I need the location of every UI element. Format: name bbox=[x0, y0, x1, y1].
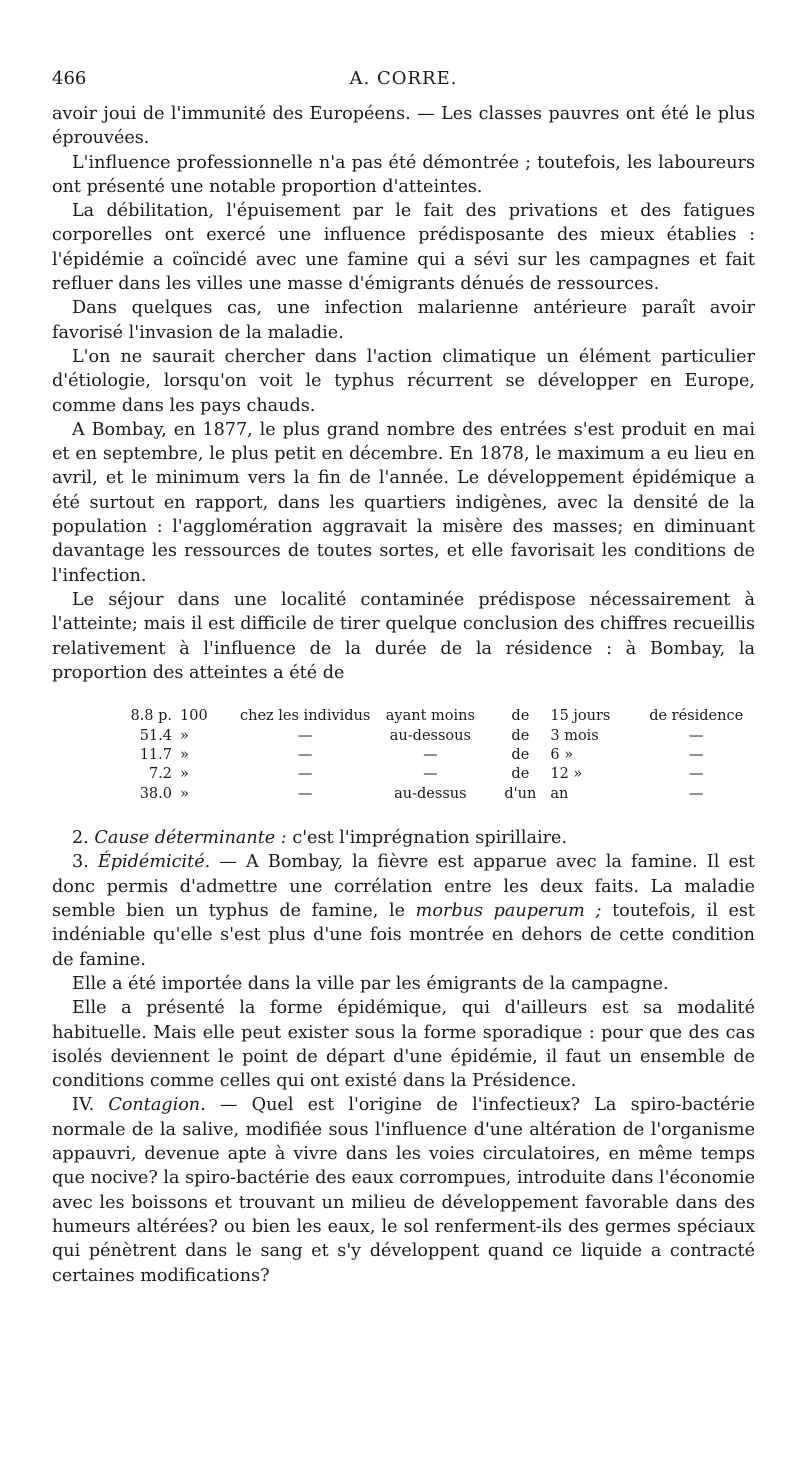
page-number: 466 bbox=[52, 68, 87, 89]
paragraph: La débilitation, l'épuisement par le fait des privations et des fatigues corporelles ont exercé une influence prédisposante des mieux établies : l'épidémie a coïncidé avec une famine qui a sévi sur les campagnes et fait refluer dans les villes une masse d'émigrants dénués de ressources. bbox=[52, 201, 755, 295]
table-cell: 15 jours bbox=[550, 708, 611, 725]
paragraph: Dans quelques cas, une infection malarienne antérieure paraît avoir favorisé l'invasion de la maladie. bbox=[52, 298, 755, 343]
section-title: Cause déterminante : bbox=[94, 828, 287, 849]
table-cell: 8.8 p. bbox=[130, 708, 172, 725]
table-cell: — bbox=[688, 766, 704, 783]
section-number: IV. bbox=[72, 1095, 109, 1116]
section-4 bbox=[52, 1093, 755, 1287]
table-cell: » bbox=[180, 766, 189, 783]
table-row bbox=[112, 765, 752, 784]
table-row bbox=[112, 707, 752, 726]
section-text: c'est l'imprégnation spirillaire. bbox=[286, 828, 568, 849]
table-cell: » bbox=[180, 727, 189, 744]
table-cell: 3 mois bbox=[550, 727, 599, 744]
paragraph: Le séjour dans une localité contaminée prédispose nécessairement à l'atteinte; mais il est difficile de tirer quelque conclusion des chiffres recueillis relativement à l'influence de la durée de la résidence : à Bombay, la proportion des atteintes a été de bbox=[52, 589, 755, 683]
table-cell: an bbox=[550, 785, 569, 802]
table-cell: — bbox=[688, 746, 704, 763]
table-cell: 38.0 bbox=[139, 785, 172, 802]
table-cell: — bbox=[423, 746, 438, 763]
table-cell: » bbox=[180, 746, 189, 763]
table-cell: de bbox=[511, 746, 530, 763]
paragraph: avoir joui de l'immunité des Européens. — Les classes pauvres ont été le plus éprouvées. bbox=[52, 104, 755, 149]
table-cell: — bbox=[297, 785, 313, 802]
table-cell: 7.2 bbox=[148, 766, 172, 783]
table-cell: 51.4 bbox=[139, 727, 172, 744]
table-cell: de bbox=[511, 766, 530, 783]
table-cell: — bbox=[423, 766, 438, 783]
paragraph: Elle a été importée dans la ville par les émigrants de la campagne. bbox=[72, 973, 669, 994]
section-3 bbox=[52, 850, 755, 971]
table-cell: d'un bbox=[504, 785, 537, 802]
paragraph: Elle a présenté la forme épidémique, qui d'ailleurs est sa modalité habituelle. Mais elle peut exister sous la forme sporadique : pour que des cas isolés deviennent le point de départ d'une épidémie, il faut un ensemble de conditions comme celles qui ont existé dans la Présidence. bbox=[52, 998, 755, 1092]
page bbox=[52, 68, 755, 1288]
table-row bbox=[112, 727, 752, 746]
section-text: — Quel est l'origine de l'infectieux? La spiro-bactérie normale de la salive, modifiée sous l'influence d'une altération de l'organisme appauvri, devenue apte à vivre dans les voies circulatoires, en même temps que nocive? la spiro-bactérie des eaux corrompues, introduite dans l'économie avec les boissons et trouvant un milieu de développement favorable dans des humeurs altérées? ou bien les eaux, le sol renferment-ils des germes spéciaux qui pénètrent dans le sang et s'y développent quand ce liquide a contracté certaines modifications? bbox=[52, 1095, 756, 1286]
paragraph: L'on ne saurait chercher dans l'action climatique un élément particulier d'étiologie, lorsqu'on voit le typhus récurrent se développer en Europe, comme dans les pays chauds. bbox=[52, 346, 755, 416]
table-cell: de bbox=[511, 727, 530, 744]
table-cell: — bbox=[688, 785, 704, 802]
section-title: Épidémicité. bbox=[97, 852, 211, 873]
section-text: — A Bombay, la fièvre est apparue avec la famine. Il est donc permis d'admettre une corrélation entre les deux faits. La maladie semble bien un typhus de famine, le bbox=[52, 852, 755, 922]
table-row bbox=[112, 746, 752, 765]
table-cell: 12 » bbox=[550, 766, 583, 783]
table-row bbox=[112, 785, 752, 804]
table-cell: — bbox=[297, 766, 313, 783]
table-cell: » bbox=[180, 785, 189, 802]
table-cell: de résidence bbox=[649, 708, 744, 725]
section-text: toutefois, il est indéniable qu'elle s'est plus d'une fois montrée en dehors de cette condition de famine. bbox=[52, 901, 755, 970]
table-cell: chez les individus bbox=[240, 708, 371, 725]
table-cell: — bbox=[297, 727, 313, 744]
running-head: A. CORRE. bbox=[349, 68, 458, 89]
table-cell: — bbox=[688, 727, 704, 744]
section-number: 2. bbox=[72, 828, 95, 849]
page-header bbox=[52, 68, 755, 102]
table-cell: 11.7 bbox=[139, 746, 172, 763]
table-cell: de bbox=[511, 708, 530, 725]
table-cell: au-dessous bbox=[389, 727, 471, 744]
table-cell: 100 bbox=[180, 708, 208, 725]
section-2 bbox=[52, 826, 755, 850]
table-cell: — bbox=[297, 746, 313, 763]
section-number: 3. bbox=[72, 852, 98, 873]
table-cell: au-dessus bbox=[394, 785, 467, 802]
table-cell: 6 » bbox=[550, 746, 574, 763]
table-cell: ayant moins bbox=[385, 708, 475, 725]
paragraph: L'influence professionnelle n'a pas été démontrée ; toutefois, les laboureurs ont présenté une notable proportion d'atteintes. bbox=[52, 152, 755, 197]
paragraph: A Bombay, en 1877, le plus grand nombre des entrées s'est produit en mai et en septembre, le plus petit en décembre. En 1878, le maximum a eu lieu en avril, et le minimum vers la fin de l'année. Le développement épidémique a été surtout en rapport, dans les quartiers indigènes, avec la densité de la population : l'agglomération aggravait la misère des masses; en diminuant davantage les ressources de toutes sortes, et elle favorisait les conditions de l'infection. bbox=[52, 419, 755, 586]
italic-term: morbus pauperum ; bbox=[415, 901, 602, 922]
residence-table bbox=[112, 707, 752, 804]
section-title: Contagion. bbox=[108, 1095, 206, 1116]
